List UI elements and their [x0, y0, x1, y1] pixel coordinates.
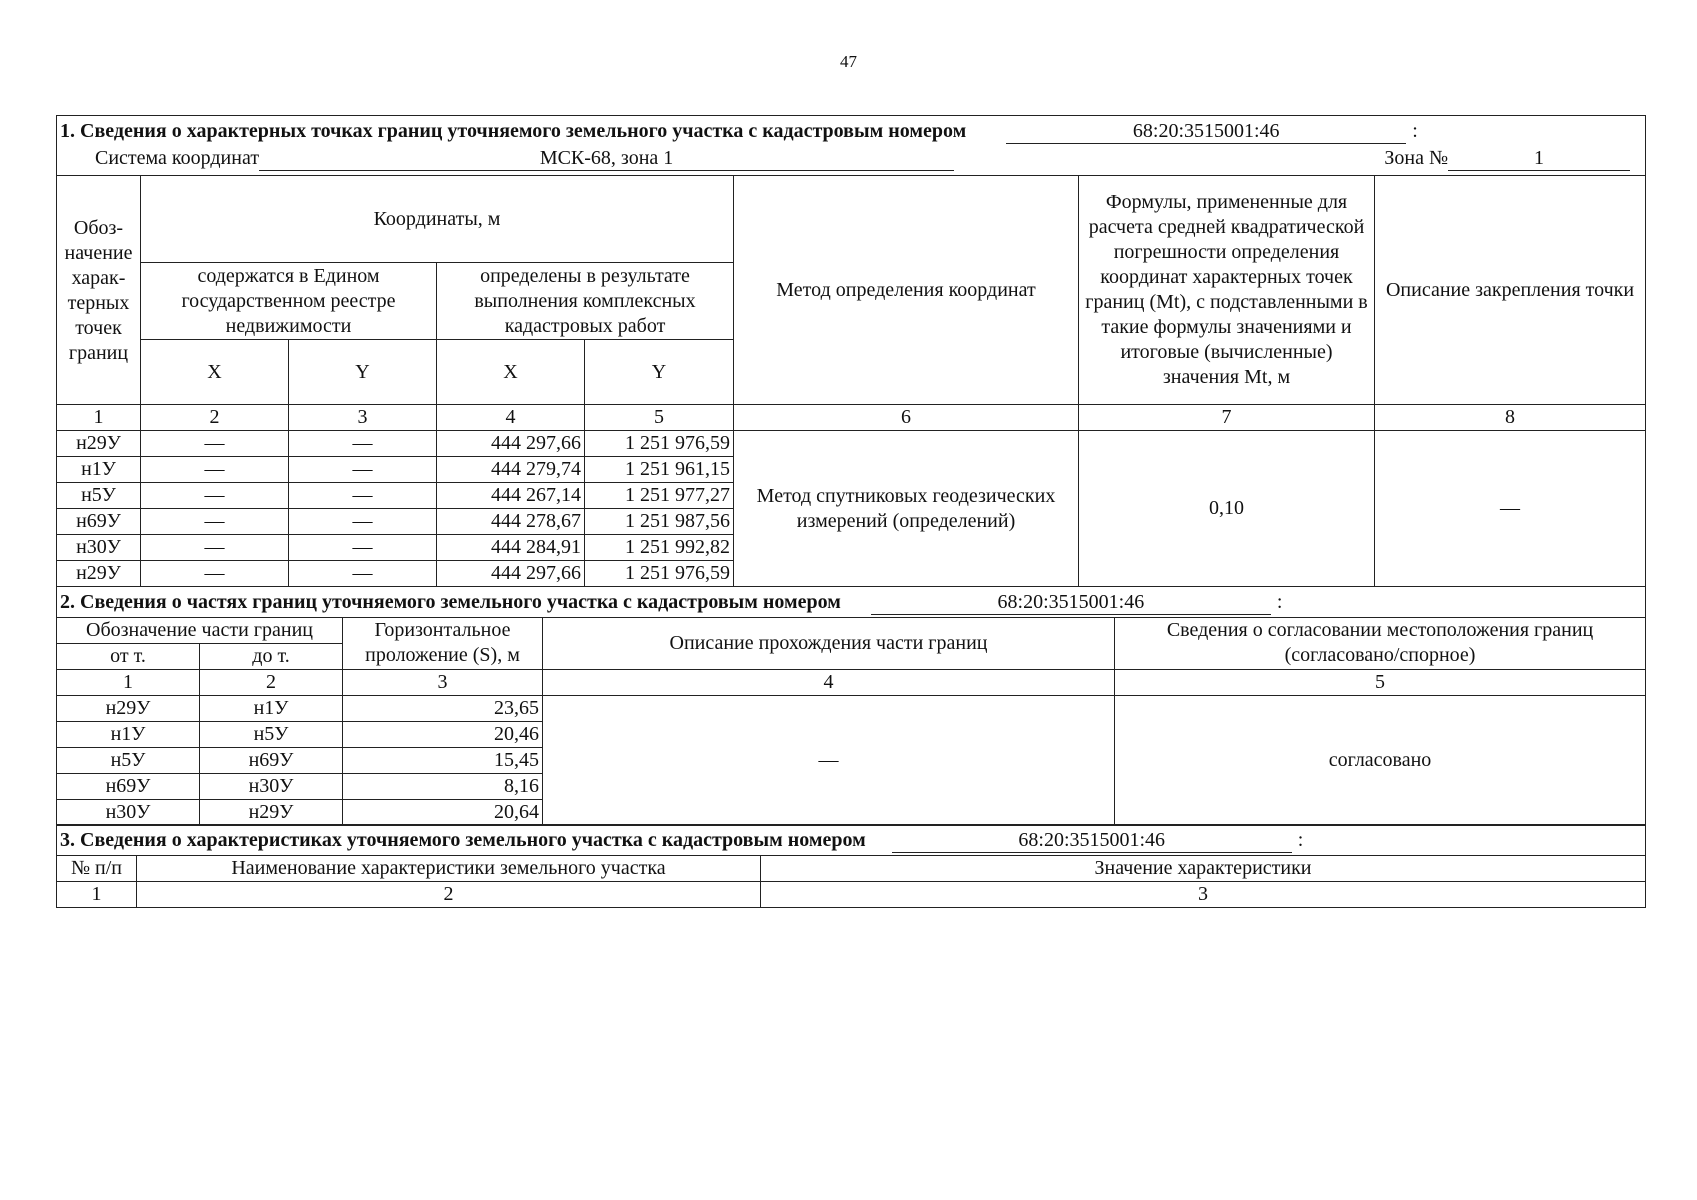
point-name: н29У [57, 561, 141, 587]
col-number: 3 [761, 882, 1646, 908]
section2-colon: : [1276, 590, 1283, 613]
section3-cadastral-number: 68:20:3515001:46 [892, 828, 1292, 853]
page-number: 47 [840, 52, 857, 71]
point-name: н29У [57, 431, 141, 457]
col-number: 4 [437, 405, 585, 431]
x-egrn: — [141, 535, 289, 561]
zone-value: 1 [1448, 146, 1630, 171]
header-x-complex: X [437, 340, 585, 405]
y-value: 1 251 977,27 [585, 483, 734, 509]
y-egrn: — [289, 457, 437, 483]
header-from: от т. [57, 643, 200, 669]
section3-colon: : [1297, 829, 1304, 851]
coord-system-value: МСК-68, зона 1 [259, 146, 954, 171]
agreement-value: согласовано [1115, 695, 1646, 825]
col-number: 5 [585, 405, 734, 431]
col-number: 2 [141, 405, 289, 431]
col-number: 3 [343, 669, 543, 695]
section2-table [56, 586, 1646, 826]
header-no: № п/п [57, 856, 137, 882]
header-x-egrn: X [141, 340, 289, 405]
mt-value: 0,10 [1079, 431, 1375, 587]
to-point: н29У [200, 799, 343, 825]
x-value: 444 278,67 [437, 509, 585, 535]
header-value: Значение характеристики [761, 856, 1646, 882]
header-part-designation: Обозначение части границ [57, 617, 343, 643]
x-egrn: — [141, 561, 289, 587]
x-value: 444 279,74 [437, 457, 585, 483]
section1-colon: : [1412, 120, 1418, 142]
coord-system-label: Система координат [95, 147, 260, 169]
description-value: — [543, 695, 1115, 825]
point-name: н69У [57, 509, 141, 535]
x-egrn: — [141, 457, 289, 483]
section3-header [57, 825, 1646, 856]
to-point: н69У [200, 747, 343, 773]
section2-header [57, 586, 1646, 617]
y-value: 1 251 992,82 [585, 535, 734, 561]
from-point: н1У [57, 721, 200, 747]
y-value: 1 251 976,59 [585, 431, 734, 457]
col-number: 5 [1115, 669, 1646, 695]
x-value: 444 297,66 [437, 561, 585, 587]
y-value: 1 251 976,59 [585, 561, 734, 587]
header-name: Наименование характеристики земельного участка [137, 856, 761, 882]
header-fixing: Описание закрепления точки [1375, 176, 1646, 405]
distance-value: 20,64 [343, 799, 543, 825]
header-to: до т. [200, 643, 343, 669]
header-agreement: Сведения о согласовании местоположения границ (согласовано/спорное) [1115, 617, 1646, 669]
cadastral-document [56, 115, 1645, 908]
method-value: Метод спутниковых геодезических измерений (определений) [734, 431, 1079, 587]
col-number: 1 [57, 405, 141, 431]
header-complex: определены в результате выполнения комплексных кадастровых работ [437, 263, 734, 340]
table-row [57, 431, 1646, 457]
x-value: 444 267,14 [437, 483, 585, 509]
y-egrn: — [289, 535, 437, 561]
col-number: 6 [734, 405, 1079, 431]
header-method: Метод определения координат [734, 176, 1079, 405]
to-point: н1У [200, 695, 343, 721]
col-number: 2 [137, 882, 761, 908]
col-number: 1 [57, 669, 200, 695]
distance-value: 8,16 [343, 773, 543, 799]
header-coordinates: Координаты, м [141, 176, 734, 263]
table-row [57, 695, 1646, 721]
header-y-complex: Y [585, 340, 734, 405]
section3-table [56, 824, 1646, 908]
col-number: 1 [57, 882, 137, 908]
y-egrn: — [289, 483, 437, 509]
header-egrn: содержатся в Едином государственном реестре недвижимости [141, 263, 437, 340]
section1-title: 1. Сведения о характерных точках границ уточняемого земельного участка с кадастровым номером [60, 120, 967, 142]
x-egrn: — [141, 509, 289, 535]
header-description: Описание прохождения части границ [543, 617, 1115, 669]
from-point: н69У [57, 773, 200, 799]
y-value: 1 251 987,56 [585, 509, 734, 535]
point-name: н30У [57, 535, 141, 561]
col-number: 3 [289, 405, 437, 431]
y-value: 1 251 961,15 [585, 457, 734, 483]
x-egrn: — [141, 483, 289, 509]
x-value: 444 297,66 [437, 431, 585, 457]
y-egrn: — [289, 431, 437, 457]
col-number: 8 [1375, 405, 1646, 431]
col-number: 4 [543, 669, 1115, 695]
x-value: 444 284,91 [437, 535, 585, 561]
section3-title: 3. Сведения о характеристиках уточняемого земельного участка с кадастровым номером [60, 829, 866, 851]
point-name: н1У [57, 457, 141, 483]
from-point: н30У [57, 799, 200, 825]
to-point: н30У [200, 773, 343, 799]
point-name: н5У [57, 483, 141, 509]
header-horizontal: Горизонтальное проложение (S), м [343, 617, 543, 669]
section2-cadastral-number: 68:20:3515001:46 [871, 590, 1271, 615]
zone-label: Зона № [1384, 147, 1449, 169]
from-point: н5У [57, 747, 200, 773]
y-egrn: — [289, 561, 437, 587]
header-y-egrn: Y [289, 340, 437, 405]
header-formulas: Формулы, примененные для расчета средней квадратической погрешности определения координат характерных точек границ (Mt), с подставленными в такие формулы значениями и итоговые (вычисленные) значения Mt, м [1079, 176, 1375, 405]
col-number: 7 [1079, 405, 1375, 431]
distance-value: 20,46 [343, 721, 543, 747]
fixing-value: — [1375, 431, 1646, 587]
col-number: 2 [200, 669, 343, 695]
section1-table [56, 115, 1646, 587]
to-point: н5У [200, 721, 343, 747]
section2-title: 2. Сведения о частях границ уточняемого земельного участка с кадастровым номером [60, 590, 841, 613]
y-egrn: — [289, 509, 437, 535]
distance-value: 15,45 [343, 747, 543, 773]
section1-cadastral-number: 68:20:3515001:46 [1006, 119, 1406, 144]
distance-value: 23,65 [343, 695, 543, 721]
x-egrn: — [141, 431, 289, 457]
from-point: н29У [57, 695, 200, 721]
section1-header [57, 116, 1646, 176]
header-designation: Обоз-начение харак-терных точек границ [57, 176, 141, 405]
